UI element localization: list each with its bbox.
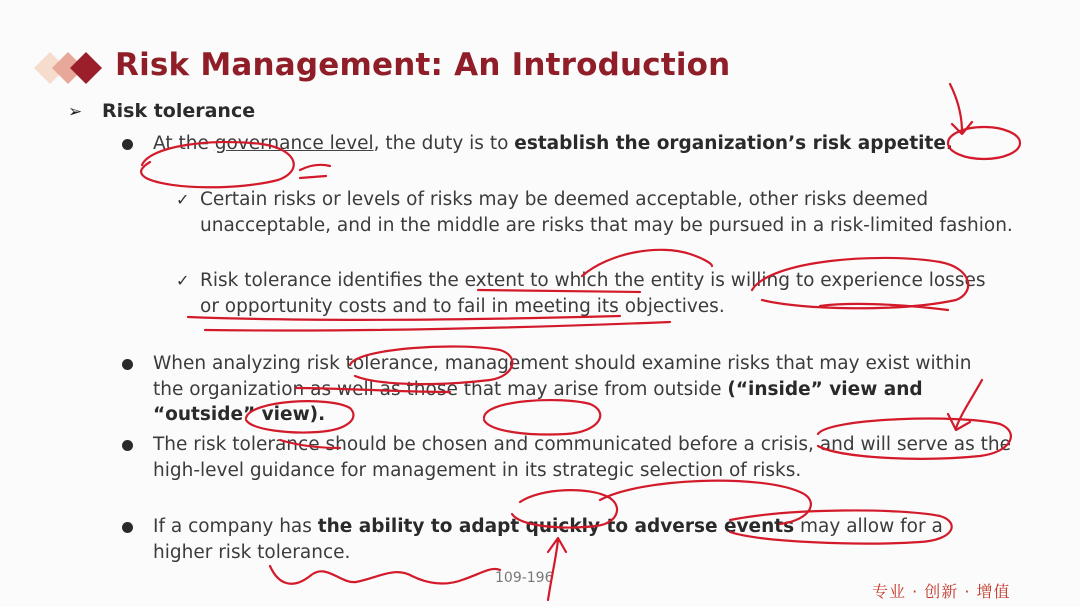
check-icon: ✓ (176, 190, 190, 209)
ink-arrow-top-right (950, 84, 972, 134)
underlined-term: governance level (214, 133, 374, 154)
bullet-dot-icon (122, 440, 133, 451)
bullet-dot-icon (122, 522, 133, 533)
page-number: 109-196 (495, 570, 554, 586)
check-icon: ✓ (176, 271, 190, 290)
footer-slogan: 专业 · 创新 · 增值 (872, 582, 1011, 601)
ink-squiggle-bottom (270, 566, 500, 584)
bold-phrase: (“inside” view and “outside” view). (153, 378, 923, 425)
bold-phrase: the ability to adapt quickly to adverse events (317, 516, 795, 537)
bullet-text: At the governance level, the duty is to establish the organization’s risk appetite. (153, 133, 953, 154)
ink-marks-appetite (300, 165, 330, 178)
bullet-dot-icon (122, 139, 133, 150)
slide-title: Risk Management: An Introduction (115, 47, 731, 83)
bullet-text: The risk tolerance should be chosen and communicated before a crisis, and will serve as the high-level guidance for management in its strategic selection of risks. (153, 434, 1011, 481)
bold-phrase: establish the organization’s risk appetite. (514, 133, 953, 154)
section-heading (68, 100, 255, 122)
bullet-text: If a company has the ability to adapt quickly to adverse events may allow for a higher risk tolerance. (153, 516, 943, 563)
bullet-text: When analyzing risk tolerance, management should examine risks that may exist within the organization as well as those that may arise from outside (“inside” view and “outside” view). (153, 353, 972, 425)
sub-bullet-text: Certain risks or levels of risks may be deemed acceptable, other risks deemed unacceptable, and in the middle are risks that may be pursued in a risk-limited fashion. (200, 189, 1013, 236)
arrow-bullet-icon: ➢ (68, 102, 83, 122)
sub-bullet-text: Risk tolerance identifies the extent to which the entity is willing to experience losses or opportunity costs and to fail in meeting its objectives. (200, 270, 986, 317)
logo-diamonds-icon (30, 48, 110, 88)
section-label: Risk tolerance (102, 100, 256, 122)
bullet-dot-icon (122, 359, 133, 370)
